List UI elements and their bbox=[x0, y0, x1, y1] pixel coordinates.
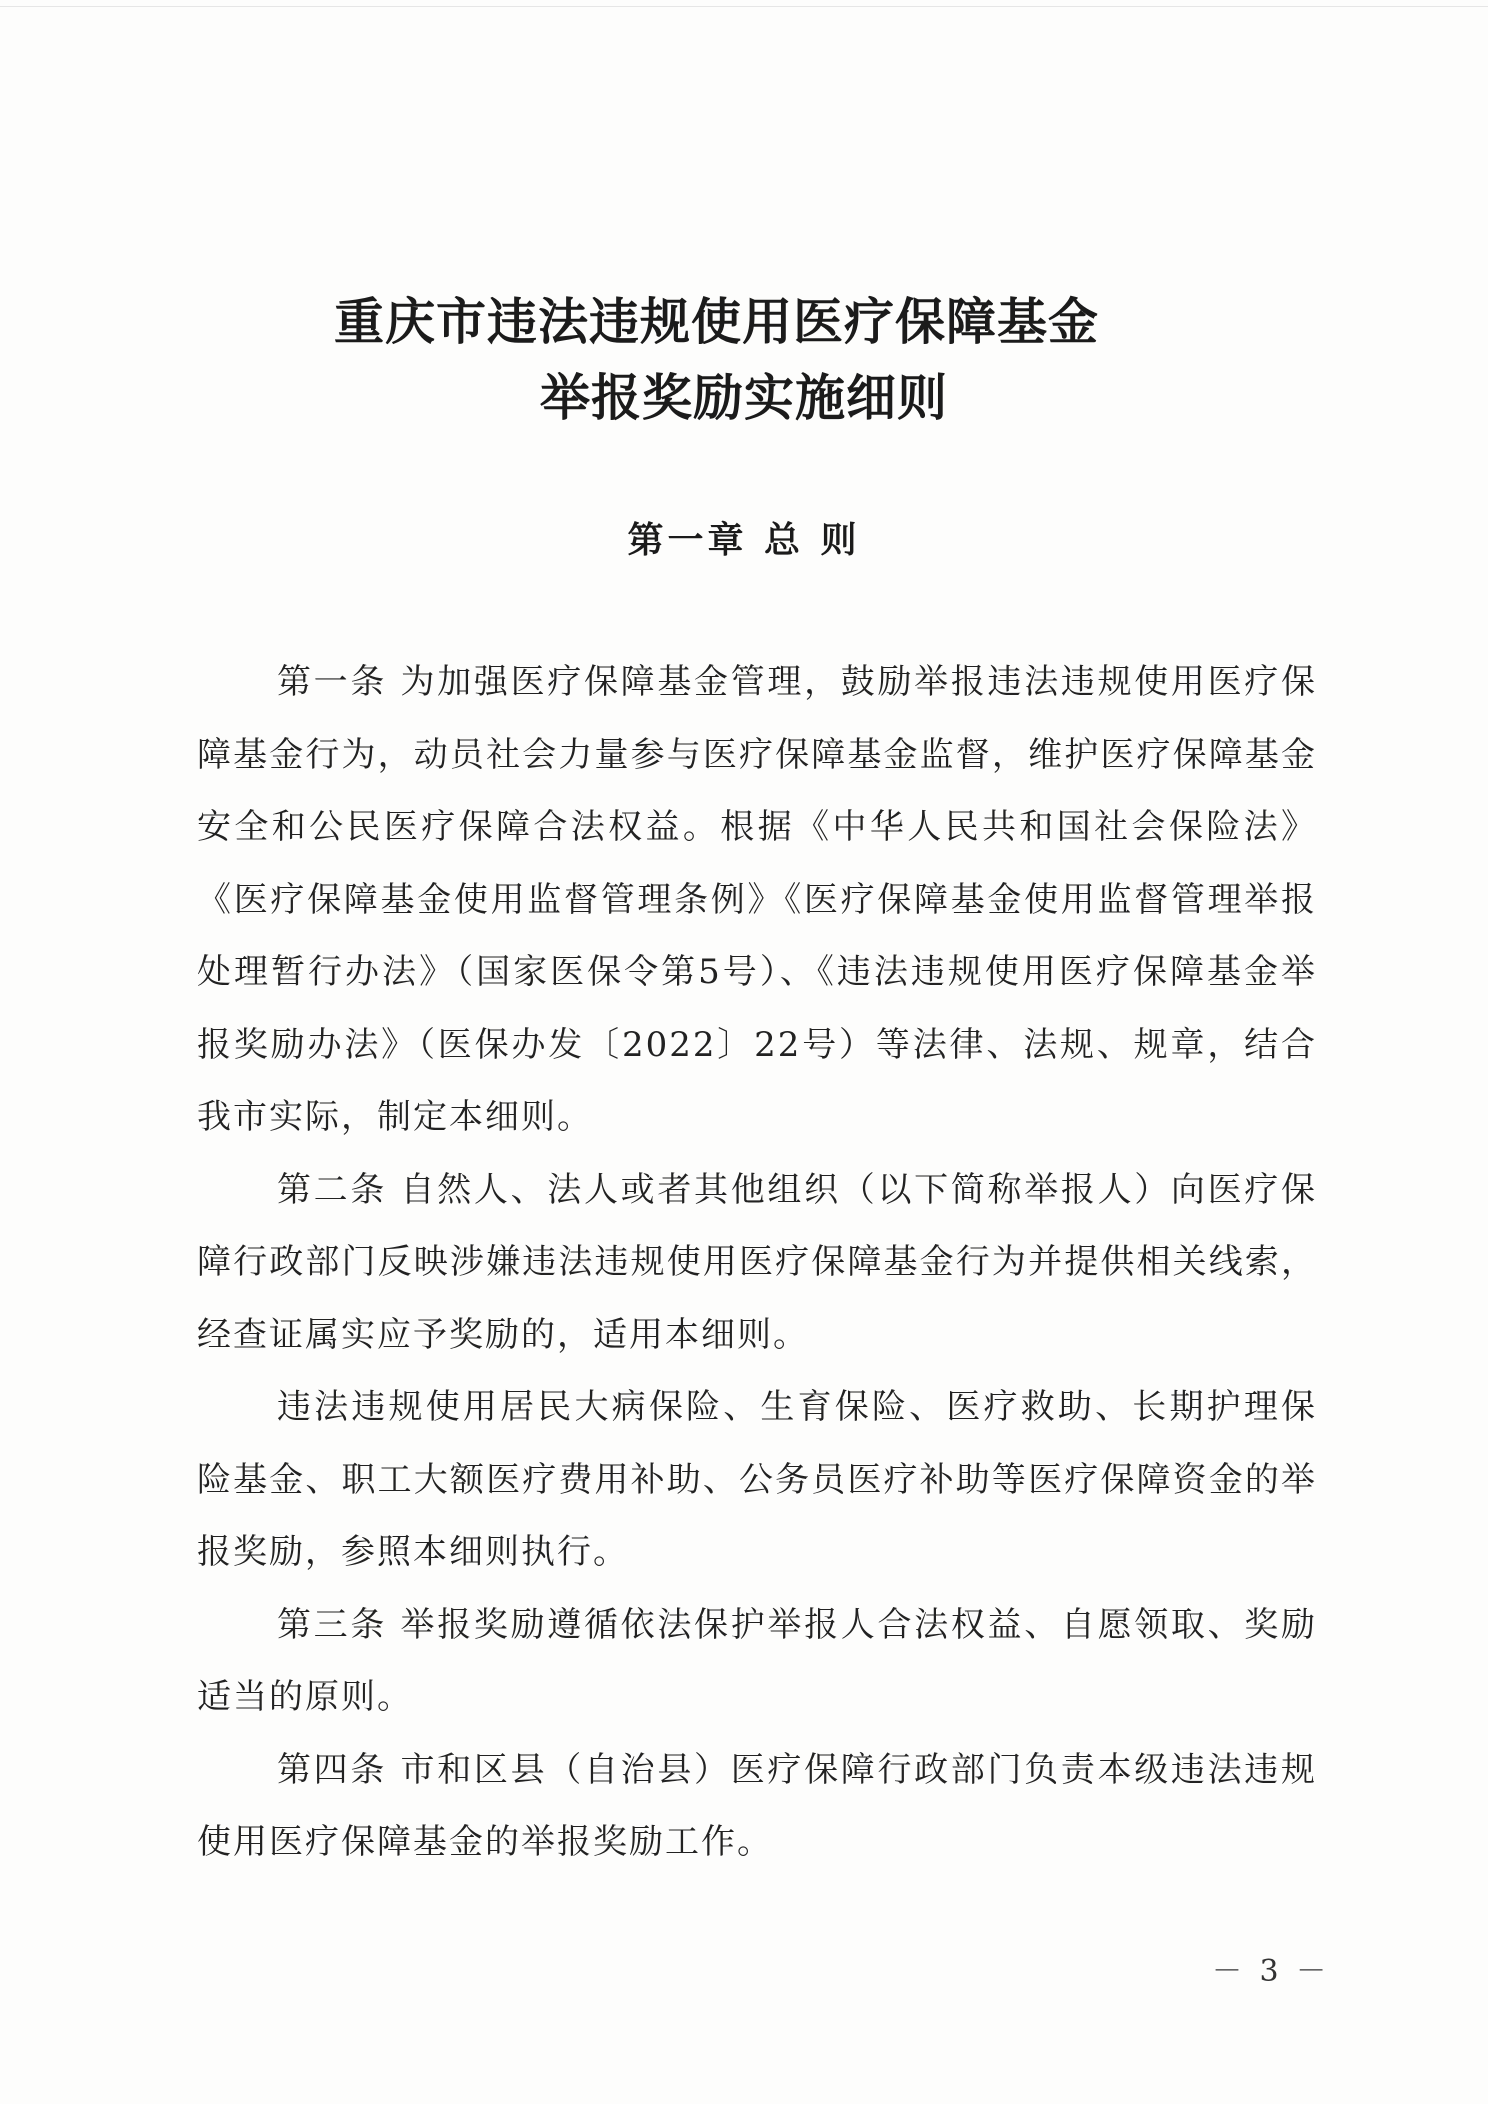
page-number: － 3 － bbox=[1212, 1954, 1331, 1989]
document-title-line-1: 重庆市违法违规使用医疗保障基金 bbox=[334, 292, 1099, 351]
document-title-line-2: 举报奖励实施细则 bbox=[540, 368, 948, 427]
article-2-paragraph: 第二条 自然人、法人或者其他组织（以下简称举报人）向医疗保障行政部门反映涉嫌违法违规使用医疗保障基金行为并提供相关线索，经查证属实应予奖励的，适用本细则。 bbox=[197, 1169, 1317, 1355]
document-body bbox=[197, 646, 1317, 1879]
article-2-supplement-paragraph: 违法违规使用居民大病保险、生育保险、医疗救助、长期护理保险基金、职工大额医疗费用补助、公务员医疗补助等医疗保障资金的举报奖励，参照本细则执行。 bbox=[197, 1387, 1317, 1572]
article-4-paragraph: 第四条 市和区县（自治县）医疗保障行政部门负责本级违法违规使用医疗保障基金的举报奖励工作。 bbox=[197, 1749, 1317, 1862]
article-3-paragraph: 第三条 举报奖励遵循依法保护举报人合法权益、自愿领取、奖励适当的原则。 bbox=[197, 1604, 1317, 1717]
chapter-heading: 第一章 总 则 bbox=[627, 519, 861, 561]
scan-edge-line bbox=[0, 6, 1488, 7]
article-1-paragraph: 第一条 为加强医疗保障基金管理，鼓励举报违法违规使用医疗保障基金行为，动员社会力量参与医疗保障基金监督，维护医疗保障基金安全和公民医疗保障合法权益。根据《中华人民共和国社会保险法》《医疗保障基金使用监督管理条例》《医疗保障基金使用监督管理举报处理暂行办法》（国家医保令第5号）、《违法违规使用医疗保障基金举报奖励办法》（医保办发〔2022〕22号）等法律、法规、规章，结合我市实际，制定本细则。 bbox=[197, 662, 1317, 1137]
